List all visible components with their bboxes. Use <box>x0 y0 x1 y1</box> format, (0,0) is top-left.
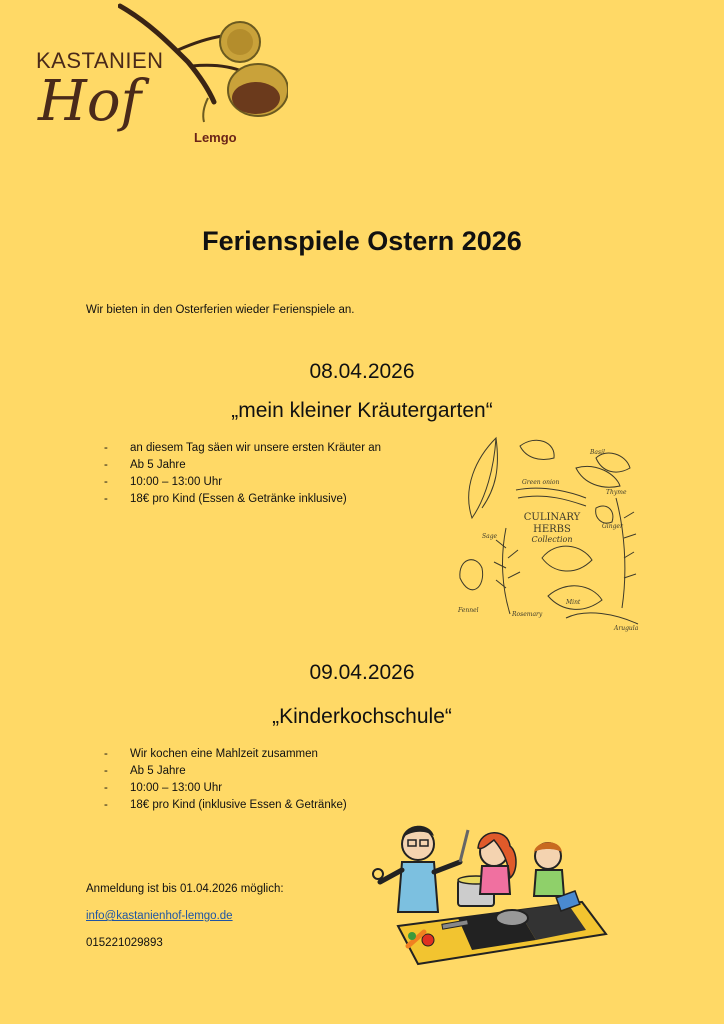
list-item: - 10:00 – 13:00 Uhr <box>104 782 223 794</box>
event-2-date: 09.04.2026 <box>309 661 415 684</box>
herb-label: Mint <box>566 599 581 606</box>
herb-label: Thyme <box>606 489 627 496</box>
herb-label: Basil <box>590 449 605 456</box>
page-title: Ferienspiele Ostern 2026 <box>202 226 522 256</box>
herb-label: Rosemary <box>512 611 543 618</box>
herb-label: Arugula <box>614 625 639 632</box>
intro-text: Wir bieten in den Osterferien wieder Ferienspiele an. <box>86 304 355 316</box>
list-item: - Ab 5 Jahre <box>104 459 186 471</box>
email-link[interactable]: info@kastanienhof-lemgo.de <box>86 910 233 922</box>
logo <box>18 2 278 152</box>
event-2-title: „Kinderkochschule“ <box>272 705 452 728</box>
logo-word-hof: Hof <box>38 69 142 134</box>
logo-city: Lemgo <box>194 130 237 145</box>
list-item: - Ab 5 Jahre <box>104 765 186 777</box>
list-item: - Wir kochen eine Mahlzeit zusammen <box>104 748 318 760</box>
herb-label: Sage <box>482 533 498 540</box>
event-1-date: 08.04.2026 <box>309 360 415 383</box>
herbs-heading-1: CULINARY <box>523 512 581 523</box>
event-1-title: „mein kleiner Kräutergarten“ <box>231 399 493 422</box>
herb-label: Fennel <box>458 607 479 614</box>
herb-label: Green onion <box>522 479 560 486</box>
phone-number: 015221029893 <box>86 937 163 949</box>
logo-word-kastanien: KASTANIEN <box>36 48 164 73</box>
list-item: - 10:00 – 13:00 Uhr <box>104 476 223 488</box>
herbs-heading-2: HERBS <box>533 524 571 535</box>
list-item: - 18€ pro Kind (inklusive Essen & Getränke) <box>104 799 347 811</box>
event-1-details <box>104 440 381 508</box>
list-item: - an diesem Tag säen wir unsere ersten Kräuter an <box>104 442 382 454</box>
registration-note: Anmeldung ist bis 01.04.2026 möglich: <box>86 883 284 895</box>
herb-label: Ginger <box>602 523 623 530</box>
event-2-details <box>104 746 347 814</box>
herbs-heading-3: Collection <box>531 535 573 544</box>
family-cooking-illustration <box>368 822 612 968</box>
list-item: - 18€ pro Kind (Essen & Getränke inklusive) <box>104 493 347 505</box>
culinary-herbs-illustration <box>456 428 646 634</box>
